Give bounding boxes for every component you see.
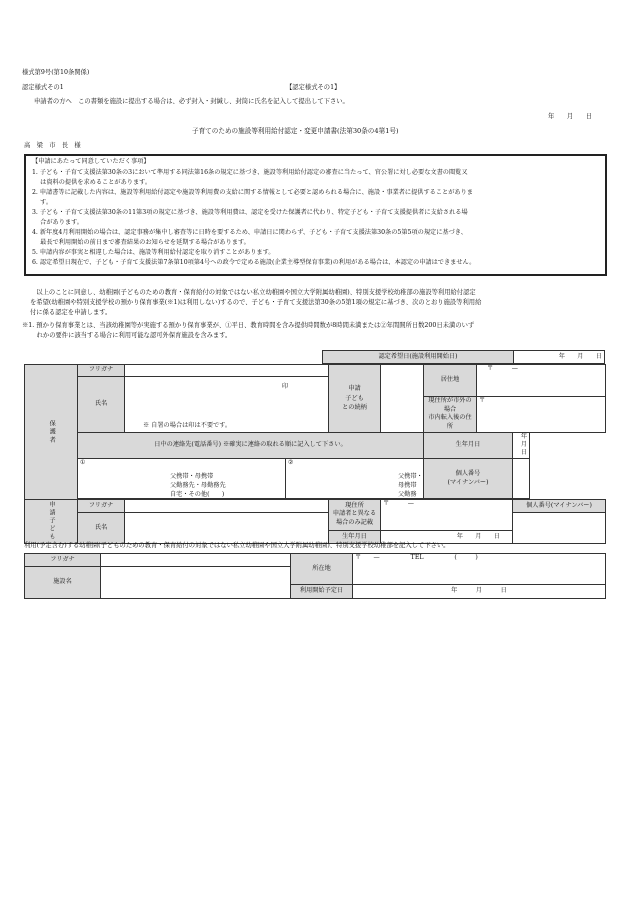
consent-paragraph-line: を希望(幼稚園や特別支援学校の預かり保育事業(※1)は利用しない)するので、子ども・子育て支援法第30条の5第1項の規定に基づき、次のとおり施設等利用給 [30,299,482,306]
address-label: 居住地 [424,365,477,397]
child-birthdate-label: 生年月日 [329,530,381,543]
child-section-label: 申請子ども [25,499,78,543]
seal-note: ※ 自署の場合は印は不要です。 [143,422,232,430]
recognition-label-center: 【認定様式その1】 [286,84,341,91]
relationship-field[interactable] [381,365,424,433]
guardian-name-label: 氏名 [78,377,125,433]
guardian-furigana-field[interactable] [125,365,329,377]
start-date-label: 利用開始予定日 [291,585,353,599]
consent-item: 最長で利用開始の前日まで審査結果のお知らせを延期する場合があります。 [32,239,250,246]
facility-furigana-label: フリガナ [25,554,101,567]
facility-table [24,553,606,599]
recognition-label-left: 認定様式その1 [22,84,64,91]
consent-item: 1. 子ども・子育て支援法第30条の3において準用する同法第16条の規定に基づき、施設等利用給付認定の審査に当たって、官公署に対し必要な文書の閲覧又 [32,169,468,176]
moved-address-field[interactable]: 〒 [477,397,606,433]
consent-item: す。 [32,199,53,206]
child-mynumber-field[interactable] [513,512,606,543]
desired-date-row [322,350,605,364]
contact-1-field[interactable]: ① 父携帯・母携帯 父勤務先・母勤務先 自宅・その他( ) [78,458,286,498]
guardian-birthdate-label: 生年月日 [424,432,513,458]
moved-address-label: 現住所が市外の場合 市内転入後の住所 [424,397,477,433]
contact-2-field[interactable]: ② 父携帯・母携帯 父勤務 [286,458,424,498]
daytime-contact-note: 日中の連絡先(電話番号) ※確実に連絡の取れる順に記入して下さい。 [78,432,424,458]
form-number: 様式第9号(第10条関係) [22,69,90,76]
contact-1-types: 父携帯・母携帯 父勤務先・母勤務先 自宅・その他( ) [170,472,226,498]
guardian-section-label: 保護者 [25,365,78,500]
guardian-mynumber-field[interactable] [513,458,530,498]
consent-item: 3. 子ども・子育て支援法第30条の11第3項の規定に基づき、施設等利用費は、認定を受けた保護者に代わり、特定子ども・子育て支援提供者に支給される場 [32,209,468,216]
facility-location-field[interactable]: 〒 — TEL ( ) [353,554,606,585]
child-name-label: 氏名 [78,512,125,543]
start-date-field[interactable]: 年 月 日 [353,585,606,599]
desired-date-label: 認定希望日(施設利用開始日) [323,351,514,364]
facility-name-label: 施設名 [25,567,101,599]
child-current-address-label: 現住所 申請者と異なる 場合のみ記載 [329,499,381,530]
consent-heading: 【申請にあたって同意していただく事項】 [32,158,150,165]
consent-item: 4. 新年度4月利用開始の場合は、認定事務が集中し審査等に日時を要するため、申請日に関わらず、子ども・子育て支援法第30条の5第5項の規定に基づき、 [32,229,467,236]
child-furigana-label: フリガナ [78,499,125,512]
address-field[interactable]: 〒 — [477,365,606,397]
consent-item: 6. 認定希望日現在で、子ども・子育て支援法第7条第10項第4号への政令で定める施設(企業主導型保育事業)の利用がある場合は、本認定の申請はできません。 [32,259,476,266]
footnote-line: れかの要件に該当する場合に利用可能な認可外保育施設を含みます。 [22,332,232,339]
consent-item: 5. 申請内容が事実と相違した場合は、施設等利用給付認定を取り消すことがあります。 [32,249,275,256]
consent-item: 2. 申請書等に記載した内容は、施設等利用給付認定や施設等利用費の支給に関する情報として必要と認められる場合に、施設・事業者に提供することがありま [32,189,473,196]
document-title: 子育てのための施設等利用給付認定・変更申請書(法第30条の4第1号) [192,127,399,135]
consent-item: 合があります。 [32,219,83,226]
facility-location-label: 所在地 [291,554,353,585]
child-current-address-field[interactable]: 〒 — [381,499,513,530]
footnote-line: ※1. 預かり保育事業とは、当該幼稚園等が実施する預かり保育事業が、①平日、教育時間を含み提供時間数が8時間未満または②年間開所日数200日未満のいず [22,322,475,329]
contact-2-types: 父携帯・母携帯 父勤務 [398,472,423,498]
applicant-note: 申請者の方へ この書類を施設に提出する場合は、必ず封入・封緘し、封筒に氏名を記入して提出して下さい。 [34,98,349,105]
application-date[interactable]: 年 月 日 [548,113,593,120]
consent-item: は資料の提供を求めることがあります。 [32,179,152,186]
consent-paragraph-line: 付に係る認定を申請します。 [30,309,112,316]
desired-date-field[interactable]: 年 月 日 [514,351,605,364]
guardian-name-field[interactable] [125,377,329,433]
application-table [24,364,606,544]
child-name-field[interactable] [125,512,329,543]
guardian-furigana-label: フリガナ [78,365,125,377]
guardian-birthdate-field[interactable]: 年 月 日 [513,432,530,458]
facility-name-field[interactable] [101,567,291,599]
consent-box [24,154,607,276]
child-birthdate-field[interactable]: 年 月 日 [381,530,513,543]
facility-furigana-field[interactable] [101,554,291,567]
seal-mark: 印 [281,383,288,390]
guardian-mynumber-label: 個人番号 (マイナンバー) [424,458,513,498]
child-furigana-field[interactable] [125,499,329,512]
consent-paragraph-line: 以上のことに同意し、幼稚園(子どものための教育・保育給付の対象ではない私立幼稚園や国立大学附属幼稚園)、特別支援学校幼稚部の施設等利用給付認定 [30,289,476,296]
facility-intro: 利用(予定含む)する幼稚園(子どものための教育・保育給付の対象ではない私立幼稚園や国立大学附属幼稚園)、特別支援学校幼稚部を記入して下さい。 [24,542,450,549]
addressee: 高 梁 市 長 様 [24,142,81,149]
child-mynumber-label: 個人番号(マイナンバー) [513,499,606,512]
relationship-label: 申請 子ども との続柄 [329,365,381,433]
